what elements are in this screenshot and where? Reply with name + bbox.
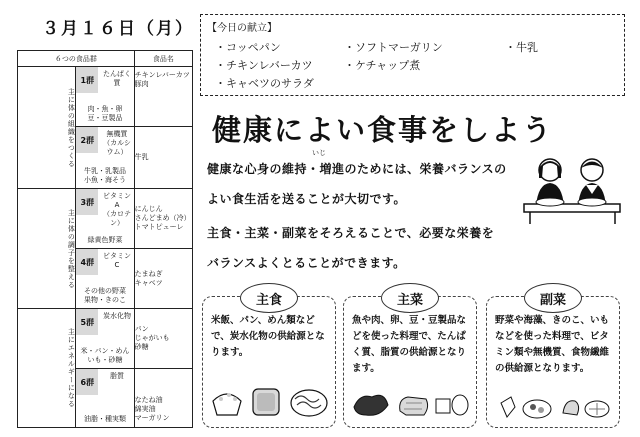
side-dish-box [486,292,620,428]
menu-title: 【今日の献立】 [207,23,277,34]
menu-item-liver-cutlet: ・チキンレバーカツ [215,59,313,72]
group-2-number: 2群 [76,127,98,153]
group-6-items: 油脂・種実類 [83,415,126,423]
group-2-foods: 牛乳 [134,127,192,189]
main-dish-illustration [350,383,472,421]
menu-item-milk: ・牛乳 [505,41,538,54]
side-dish-title: 副菜 [524,283,582,313]
group-6-name: 脂質 [109,372,124,380]
group-1-cell [76,67,134,127]
group-2-cell [76,127,134,189]
body-line-4: バランスよくとることができます。 [207,256,406,270]
group-5-name: 炭水化物 [102,312,131,320]
group-5-items: 米・パン・めん いも・砂糖 [80,347,130,364]
group-1-items: 肉・魚・卵 豆・豆製品 [87,105,123,122]
header-foods: 食品名 [134,51,192,67]
staple-food-text: 米飯、パン、めん類などで、炭水化物の供給源となります。 [211,315,325,358]
menu-item-cabbage-salad: ・キャベツのサラダ [215,77,314,90]
group-3-name: ビタミンA （カロテン） [102,192,131,227]
side-dish-text: 野菜や海藻、きのこ、いもなどを使った料理で、ビタミン類や無機質、食物繊維の供給源となります。 [495,315,610,374]
staple-food-title: 主食 [240,283,298,313]
group-1-foods: チキンレバーカツ 豚肉 [134,67,192,127]
group-3-cell [76,189,134,249]
group-4-foods: たまねぎ キャベツ [134,249,192,309]
header-groups: ６つの食品群 [18,51,135,67]
group-3-foods: にんじん さんどまめ（冷） トマトピューレ [134,189,192,249]
group-4-number: 4群 [76,249,98,275]
group-5-cell [76,309,134,369]
group-4-items: その他の野菜 果物・きのこ [83,287,126,304]
menu-item-margarine: ・ソフトマーガリン [344,41,443,54]
section-role-3: 主にエネルギーになる [18,309,76,428]
main-dish-box [343,292,477,428]
body-line-3: 主食・主菜・副菜をそろえることで、必要な栄養を [207,226,495,240]
food-groups-table [17,50,193,428]
group-4-name: ビタミンC [102,252,131,269]
staple-food-box [202,292,336,428]
body-line-1: 健康な心身の維持・増進のためには、栄養バランスの [207,162,507,176]
menu-item-bread: ・コッペパン [215,41,281,54]
headline: 健康によい食事をしよう [212,113,554,147]
group-6-foods: なたね油 綿実油 マーガリン [134,369,192,428]
main-dish-title: 主菜 [381,283,439,313]
students-eating-illustration [520,152,625,224]
body-line-2: よい食生活を送ることが大切です。 [207,192,407,206]
main-dish-text: 魚や肉、卵、豆・豆製品などを使った料理で、たんぱく質、脂質の供給源となります。 [352,315,467,374]
group-3-items: 緑黄色野菜 [87,236,123,244]
menu-item-ketchup-stew: ・ケチャップ煮 [344,59,421,72]
date-heading: ３月１６日（月） [42,19,194,39]
section-role-2: 主に体の調子を整える [18,189,76,309]
staple-food-illustration [209,383,331,421]
group-5-foods: パン じゃがいも 砂糖 [134,309,192,369]
group-6-cell [76,369,134,428]
group-2-name: 無機質 （カルシウム） [103,130,131,156]
group-1-name: たんぱく質 [102,70,131,87]
group-6-number: 6群 [76,369,98,395]
group-4-cell [76,249,134,309]
group-3-number: 3群 [76,189,98,215]
ruby-iji: いじ [312,149,326,157]
group-2-items: 牛乳・乳製品 小魚・海そう [83,167,126,184]
section-role-1: 主に体の組織をつくる [18,67,76,189]
group-5-number: 5群 [76,309,98,335]
group-1-number: 1群 [76,67,98,93]
side-dish-illustration [493,393,615,421]
menu-box [200,14,625,96]
